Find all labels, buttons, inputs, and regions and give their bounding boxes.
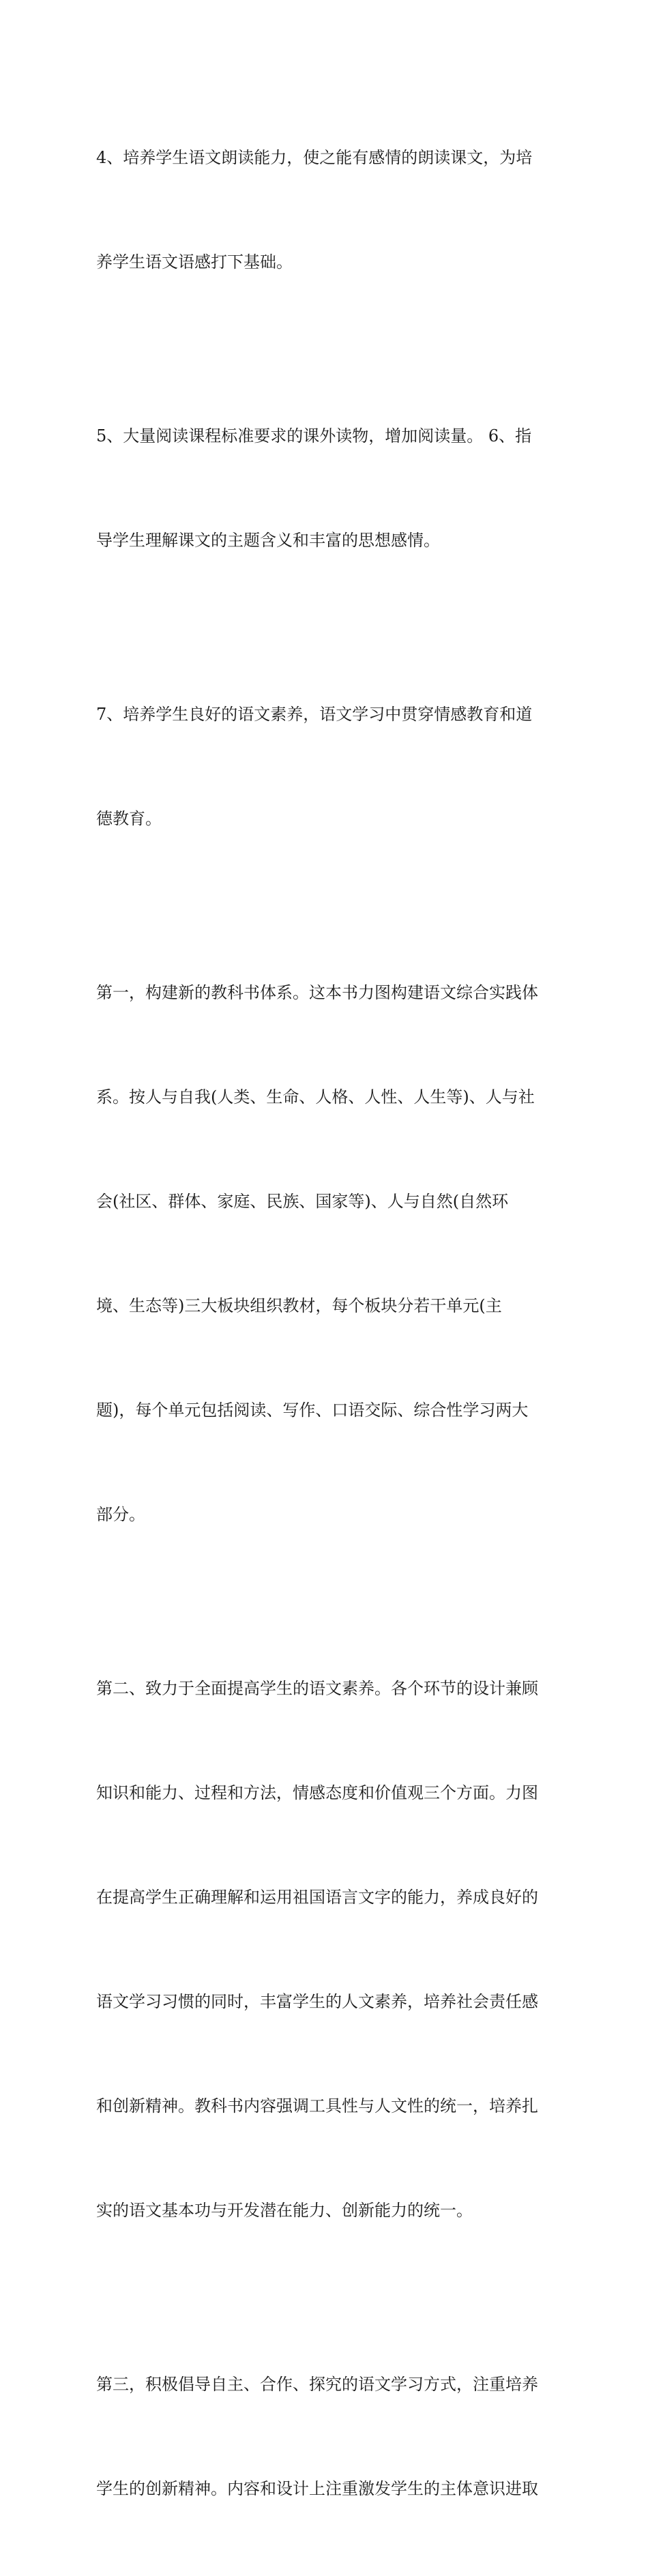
text-line: 会(社区、群体、家庭、民族、国家等)、人与自然(自然环 — [96, 1192, 509, 1211]
text-line: 5、大量阅读课程标准要求的课外读物，增加阅读量。 6、指 — [96, 426, 532, 445]
text-line: 学生的创新精神。内容和设计上注重激发学生的主体意识进取 — [96, 2479, 538, 2498]
text-line: 导学生理解课文的主题含义和丰富的思想感情。 — [96, 531, 440, 550]
text-line: 第二、致力于全面提高学生的语文素养。各个环节的设计兼顾 — [96, 1679, 538, 1698]
text-line: 4、培养学生语文朗读能力，使之能有感情的朗读课文，为培 — [96, 148, 533, 167]
text-line: 在提高学生正确理解和运用祖国语言文字的能力，养成良好的 — [96, 1888, 538, 1907]
text-line: 部分。 — [96, 1505, 145, 1524]
paragraph-4-reading-ability — [96, 71, 555, 349]
text-line: 系。按人与自我(人类、生命、人格、人性、人生等)、人与社 — [96, 1087, 535, 1107]
text-line: 第一，构建新的教科书体系。这本书力图构建语文综合实践体 — [96, 983, 538, 1002]
text-line: 德教育。 — [96, 809, 162, 828]
text-line: 题)，每个单元包括阅读、写作、口语交际、综合性学习两大 — [96, 1401, 529, 1420]
text-line: 境、生态等)三大板块组织教材，每个板块分若干单元(主 — [96, 1296, 502, 1315]
text-line: 语文学习习惯的同时，丰富学生的人文素养，培养社会责任感 — [96, 1992, 538, 2011]
paragraph-second-literacy-improvement — [96, 1602, 555, 2298]
text-line: 7、培养学生良好的语文素养，语文学习中贯穿情感教育和道 — [96, 705, 533, 724]
text-line: 第三，积极倡导自主、合作、探究的语文学习方式，注重培养 — [96, 2375, 538, 2394]
paragraph-third-learning-methods — [96, 2298, 555, 2576]
paragraph-5-6-extracurricular-reading — [96, 349, 555, 628]
paragraph-7-literacy — [96, 628, 555, 906]
document-body — [96, 71, 555, 2576]
text-line: 养学生语文语感打下基础。 — [96, 252, 293, 272]
paragraph-first-textbook-system — [96, 906, 555, 1602]
text-line: 知识和能力、过程和方法，情感态度和价值观三个方面。力图 — [96, 1783, 538, 1802]
text-line: 和创新精神。教科书内容强调工具性与人文性的统一，培养扎 — [96, 2096, 538, 2116]
text-line: 实的语文基本功与开发潜在能力、创新能力的统一。 — [96, 2201, 473, 2220]
